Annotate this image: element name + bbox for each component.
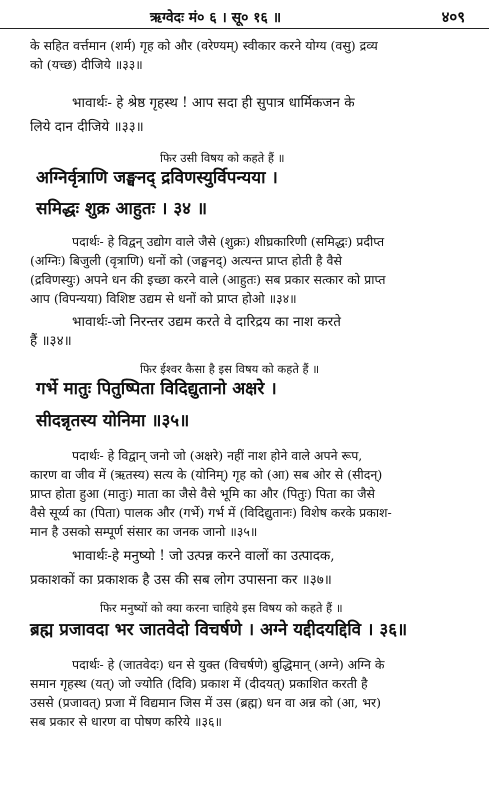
padarth-line: मान है उसको सम्पूर्ण संसार का जनक जानो ॥३५॥	[30, 524, 258, 539]
bhavarth-line: प्रकाशकों का प्रकाशक है उस की सब लोग उपासना कर ॥३७॥	[30, 572, 332, 588]
padarth-line: समान गृहस्थ (यत्) जो ज्योति (दिवि) प्रकाश में (दीदयत्) प्रकाशित करती है	[30, 676, 368, 691]
running-title: ऋग्वेदः मं० ६ । सू० १६ ॥	[150, 10, 282, 26]
bhavarth-line: हैं ॥३४॥	[30, 333, 72, 349]
bhavarth-line: भावार्थः-हे मनुष्यो ! जो उत्पन्न करने वालों का उत्पादक,	[72, 548, 335, 564]
padarth-line: पदार्थः- हे विद्वान् जनो जो (अक्षरे) नहीं नाश होने वाले अपने रूप,	[72, 448, 363, 463]
mantra-line: ब्रह्म प्रजावदा भर जातवेदो विचर्षणे । अग्ने यद्दीदयद्दिवि । ३६॥	[30, 620, 408, 640]
mantra-line: समिद्धः शुक्र आहुतः । ३४ ॥	[36, 199, 208, 219]
mantra-line: सीदन्नृतस्य योनिमा ॥३५॥	[36, 411, 190, 431]
bhavarth-line: लिये दान दीजिये ॥३३॥	[30, 119, 144, 135]
padarth-line: उससे (प्रजावत्) प्रजा में विद्यमान जिस में उस (ब्रह्म) धन वा अन्न को (आ, भर)	[30, 695, 382, 710]
padarth-line: पदार्थः- हे (जातवेदः) धन से युक्त (विचर्षणे) बुद्धिमान् (अग्ने) अग्नि के	[72, 657, 385, 672]
padarth-line: (अग्निः) बिजुली (वृत्राणि) धनों को (जङ्घनद्) अत्यन्त प्राप्त होती है वैसे	[30, 253, 342, 268]
page-number: ४०९	[441, 8, 465, 26]
mantra-line: गर्भे मातुः पितुष्पिता विदिद्युतानो अक्षरे ।	[36, 379, 277, 399]
bhavarth-line: भावार्थः-जो निरन्तर उद्यम करते वे दारिद्रय का नाश करते	[72, 314, 341, 330]
body-line: को (यच्छ) दीजिये ॥३३॥	[30, 57, 143, 72]
padarth-line: पदार्थः- हे विद्वन् उद्योग वाले जैसे (शुक्रः) शीघ्रकारिणी (समिद्धः) प्रदीप्त	[72, 234, 385, 249]
padarth-line: वैसे सूर्य्य का (पिता) पालक और (गर्भे) गर्भ में (विदिद्युतानः) विशेष करके प्रकाश-	[30, 505, 392, 520]
body-line: के सहित वर्त्तमान (शर्म) गृह को और (वरेण्यम्) स्वीकार करने योग्य (वसु) द्रव्य	[30, 38, 378, 53]
padarth-line: आप (विपन्यया) विशिष्ट उद्यम से धनों को प्राप्त होओ ॥३४॥	[30, 291, 297, 306]
padarth-line: सब प्रकार से धारण वा पोषण करिये ॥३६॥	[30, 714, 222, 729]
page-header	[0, 6, 489, 29]
mantra-line: अग्निर्वृत्राणि जङ्घनद् द्रविणस्युर्विपन्यया ।	[36, 168, 278, 188]
section-intro: फिर ईश्वर कैसा है इस विषय को कहते हैं ॥	[140, 362, 320, 376]
section-intro: फिर मनुष्यों को क्या करना चाहिये इस विषय को कहते हैं ॥	[100, 601, 343, 615]
bhavarth-line: भावार्थः- हे श्रेष्ठ गृहस्थ ! आप सदा ही सुपात्र धार्मिकजन के	[72, 95, 355, 111]
padarth-line: कारण वा जीव में (ऋतस्य) सत्य के (योनिम्) गृह को (आ) सब ओर से (सीदन्)	[30, 467, 383, 482]
padarth-line: (द्रविणस्युः) अपने धन की इच्छा करने वाले (आहुतः) सब प्रकार सत्कार को प्राप्त	[30, 272, 386, 287]
section-intro: फिर उसी विषय को कहते हैं ॥	[160, 151, 285, 165]
padarth-line: प्राप्त होता हुआ (मातुः) माता का जैसे वैसे भूमि का और (पितुः) पिता का जैसे	[30, 486, 375, 501]
